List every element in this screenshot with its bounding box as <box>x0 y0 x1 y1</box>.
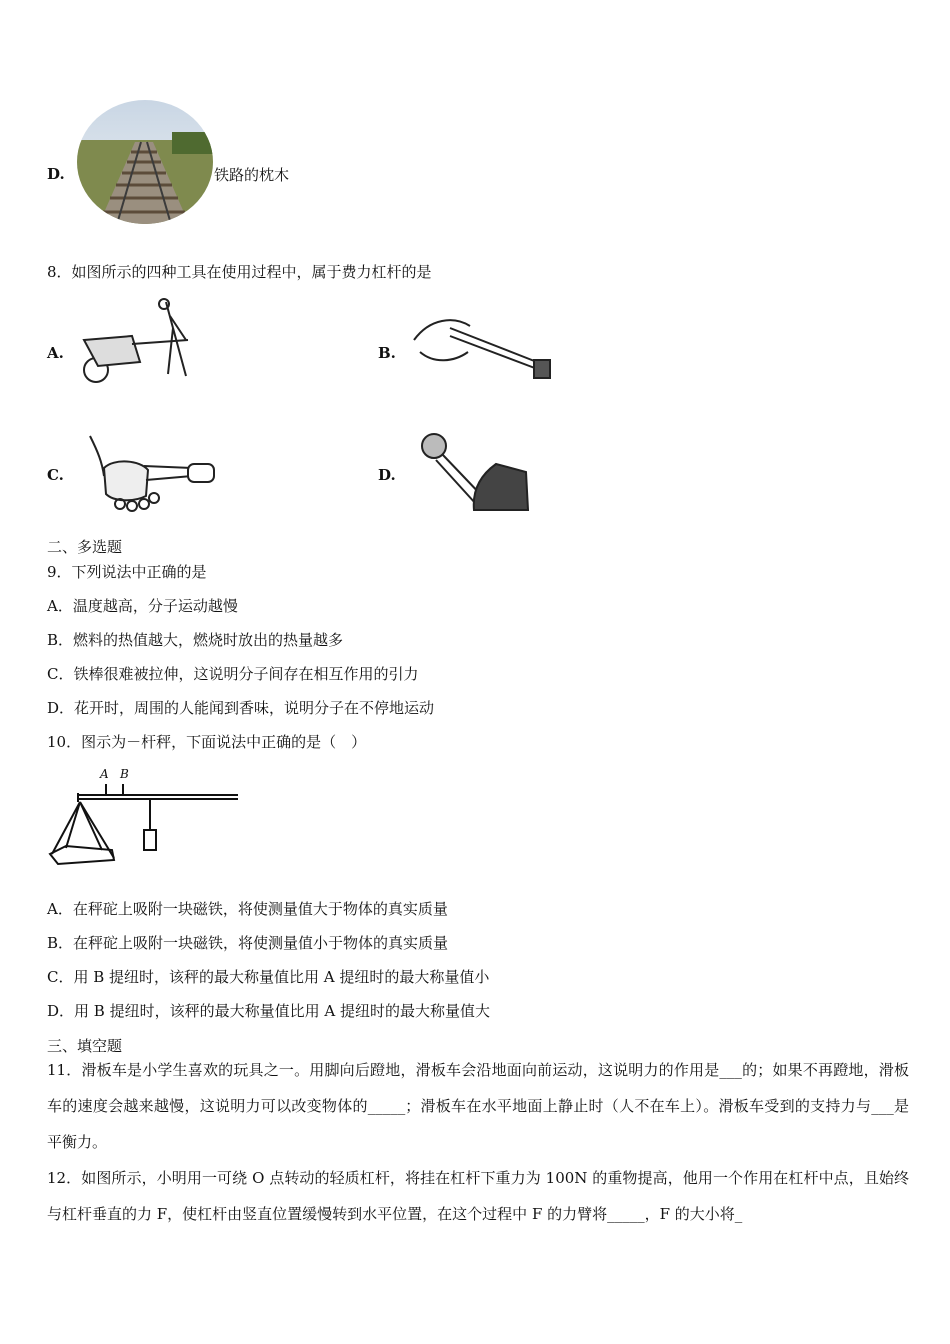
q10-option-b: B．在秤砣上吸附一块磁铁，将使测量值小于物体的真实质量 <box>47 934 449 952</box>
q10-option-d: D．用 B 提纽时，该秤的最大称量值比用 A 提纽时的最大称量值大 <box>47 1002 490 1020</box>
pliers-tool-image <box>410 312 556 384</box>
q9-stem: 9．下列说法中正确的是 <box>47 563 207 581</box>
q9-option-d: D．花开时，周围的人能闻到香味，说明分子在不停地运动 <box>47 699 435 717</box>
railway-sleepers-image <box>77 100 213 224</box>
lift-loop-a-label: A <box>100 767 109 781</box>
wheelbarrow-image <box>78 296 202 386</box>
q8-option-b-label: B. <box>378 344 396 362</box>
q10-stem: 10．图示为－杆秤，下面说法中正确的是（ ） <box>47 733 367 751</box>
q8-option-c-label: C. <box>47 466 64 484</box>
q12-text: 12．如图所示，小明用一可绕 O 点转动的轻质杠杆，将挂在杠杆下重力为 100N 的重物提高，他用一个作用在杠杆中点，且始终与杠杆垂直的力 F，使杠杆由竖直位置缓慢转到水平位置，在这个过程中 F 的力臂将_____，F 的大小将_ <box>47 1169 909 1223</box>
q9-option-c: C．铁棒很难被拉伸，这说明分子间存在相互作用的引力 <box>47 665 419 683</box>
lift-loop-b-label: B <box>120 767 129 781</box>
q8-option-d-label: D. <box>378 466 396 484</box>
q9-option-a: A．温度越高，分子运动越慢 <box>47 597 238 615</box>
q9-option-b: B．燃料的热值越大，燃烧时放出的热量越多 <box>47 631 344 649</box>
q8-stem: 8．如图所示的四种工具在使用过程中，属于费力杠杆的是 <box>47 263 432 281</box>
q11-text: 11．滑板车是小学生喜欢的玩具之一。用脚向后蹬地，滑板车会沿地面向前运动，这说明力的作用是___的；如果不再蹬地，滑板车的速度会越来越慢，这说明力可以改变物体的_____；滑板车在水平地面上静止时（人不在车上）。滑板车受到的支持力与___是平衡力。 <box>47 1061 909 1151</box>
section-3-title: 三、填空题 <box>47 1037 123 1055</box>
q10-option-a: A．在秤砣上吸附一块磁铁，将使测量值大于物体的真实质量 <box>47 900 448 918</box>
q10-option-c: C．用 B 提纽时，该秤的最大称量值比用 A 提纽时的最大称量值小 <box>47 968 490 986</box>
steelyard-figure <box>44 762 244 872</box>
wrench-tool-image <box>412 428 532 514</box>
q7-option-d-label: D. <box>47 165 65 183</box>
q7-option-d-text: 铁路的枕木 <box>214 166 290 184</box>
section-2-title: 二、多选题 <box>47 538 123 556</box>
q8-option-a-label: A. <box>47 344 64 362</box>
nail-clipper-image <box>84 432 218 516</box>
